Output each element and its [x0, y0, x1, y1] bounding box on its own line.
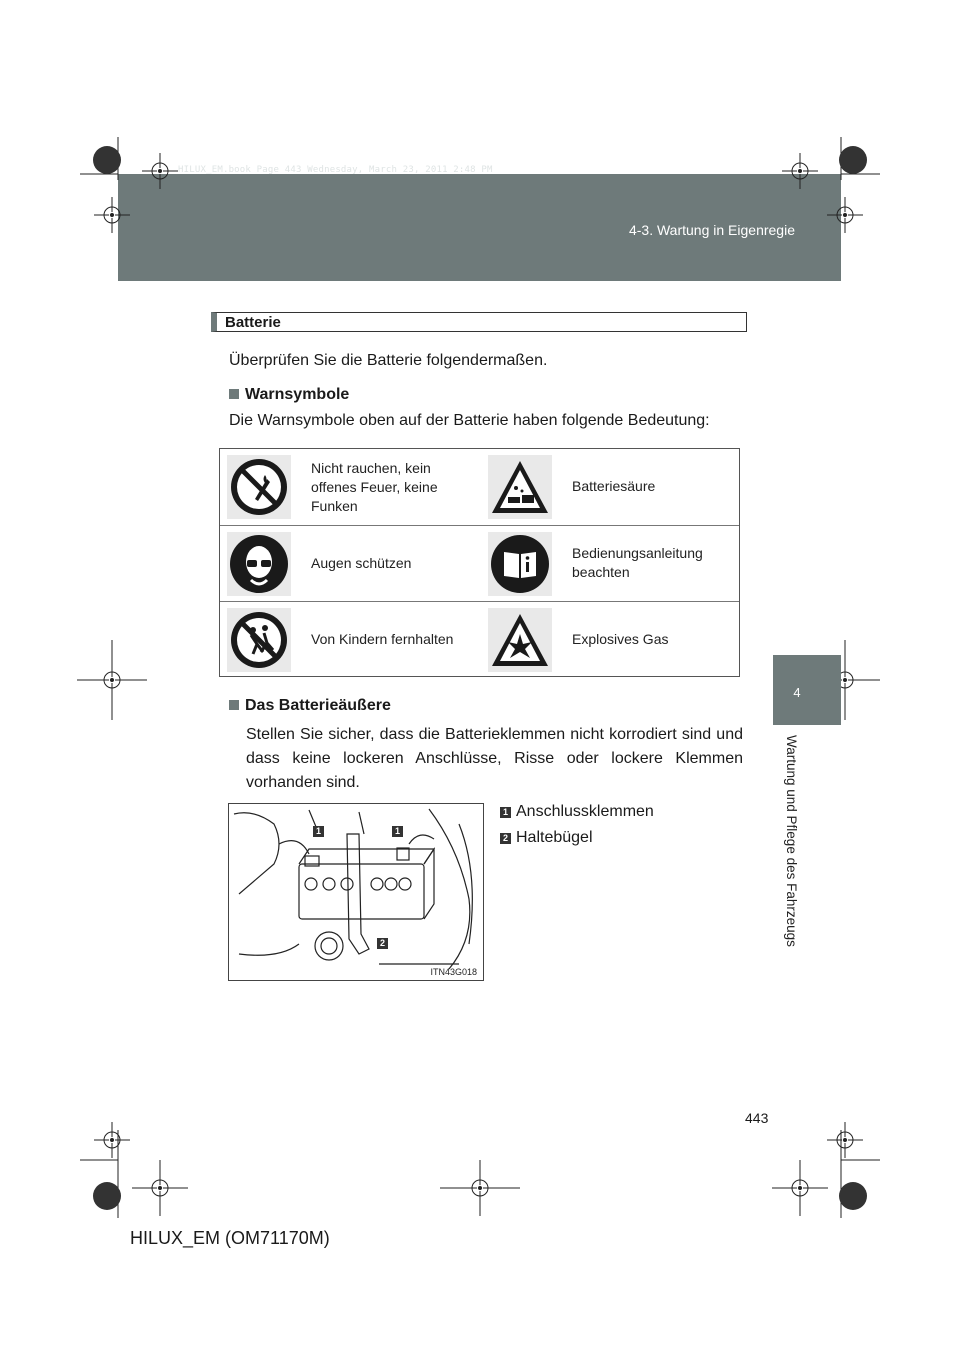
- cell-text: Batteriesäure: [572, 478, 656, 494]
- crosshair-bottom-center: [440, 1160, 520, 1216]
- warnsymbole-description: Die Warnsymbole oben auf der Batterie haben folgende Bedeutung:: [229, 412, 710, 429]
- sunburst-mark-tl: [93, 146, 121, 174]
- crosshair-bottom-right: [772, 1160, 828, 1216]
- intro-text: Überprüfen Sie die Batterie folgendermaßen.: [229, 352, 548, 369]
- no-smoking-no-flame-icon: [227, 455, 291, 519]
- chapter-title: Wartung und Pflege des Fahrzeugs: [784, 735, 799, 947]
- read-manual-icon: [488, 532, 552, 596]
- legend-label: Haltebügel: [516, 829, 593, 846]
- page-number: 443: [745, 1110, 769, 1126]
- cell-text: Von Kindern fernhalten: [311, 631, 454, 647]
- table-row: [220, 449, 739, 525]
- sunburst-mark-bl: [93, 1182, 121, 1210]
- cell-text: Nicht rauchen, kein offenes Feuer, keine Funken: [311, 460, 438, 514]
- warning-symbol-table: [219, 448, 740, 677]
- book-stamp: HILUX_EM.book Page 443 Wednesday, March 23, 2011 2:48 PM: [178, 165, 493, 175]
- eye-protection-icon: [227, 532, 291, 596]
- explosive-gas-warning-icon: [488, 608, 552, 672]
- legend-label: Anschlussklemmen: [516, 803, 654, 820]
- chapter-number: 4: [793, 685, 801, 700]
- bullet-square-icon: [229, 700, 239, 710]
- legend-item: [500, 803, 654, 821]
- crosshair-left-lower: [94, 1122, 130, 1158]
- legend-number: 2: [500, 833, 511, 844]
- bullet-square-icon: [229, 389, 239, 399]
- exterior-heading: Das Batterieäußere: [245, 697, 391, 714]
- footer-manual-code: HILUX_EM (OM71170M): [130, 1228, 330, 1248]
- figure-callout-1-top-left: 1: [313, 826, 324, 837]
- table-row: [220, 525, 739, 602]
- crosshair-left-mid: [77, 640, 147, 720]
- cell-text: Augen schützen: [311, 555, 412, 571]
- battery-acid-warning-icon: [488, 455, 552, 519]
- section-reference: 4-3. Wartung in Eigenregie: [628, 222, 795, 238]
- cell-text: Explosives Gas: [572, 631, 669, 647]
- figure-callout-1-top-right: 1: [392, 826, 403, 837]
- legend-number: 1: [500, 807, 511, 818]
- exterior-body: Stellen Sie sicher, dass die Batterieklemmen nicht korrodiert sind und dass keine lockeren Anschlüsse, Risse oder lockere Klemmen vorhanden sind.: [246, 726, 743, 791]
- sunburst-mark-tr: [839, 146, 867, 174]
- exterior-heading-row: [229, 697, 391, 715]
- keep-away-from-children-icon: [227, 608, 291, 672]
- battery-illustration: [229, 804, 484, 981]
- table-row: [220, 601, 739, 678]
- legend-item: [500, 829, 593, 847]
- sunburst-mark-br: [839, 1182, 867, 1210]
- figure-code: ITN43G018: [430, 967, 477, 977]
- crosshair-bottom-left: [132, 1160, 188, 1216]
- battery-figure: [228, 803, 484, 981]
- cell-text: Bedienungsanleitung beachten: [572, 545, 703, 580]
- warnsymbole-heading-row: [229, 386, 349, 404]
- figure-callout-2: 2: [377, 938, 388, 949]
- crosshair-right-lower: [827, 1122, 863, 1158]
- warnsymbole-heading: Warnsymbole: [245, 386, 350, 403]
- section-title-box: [211, 312, 747, 332]
- section-title: Batterie: [225, 314, 281, 331]
